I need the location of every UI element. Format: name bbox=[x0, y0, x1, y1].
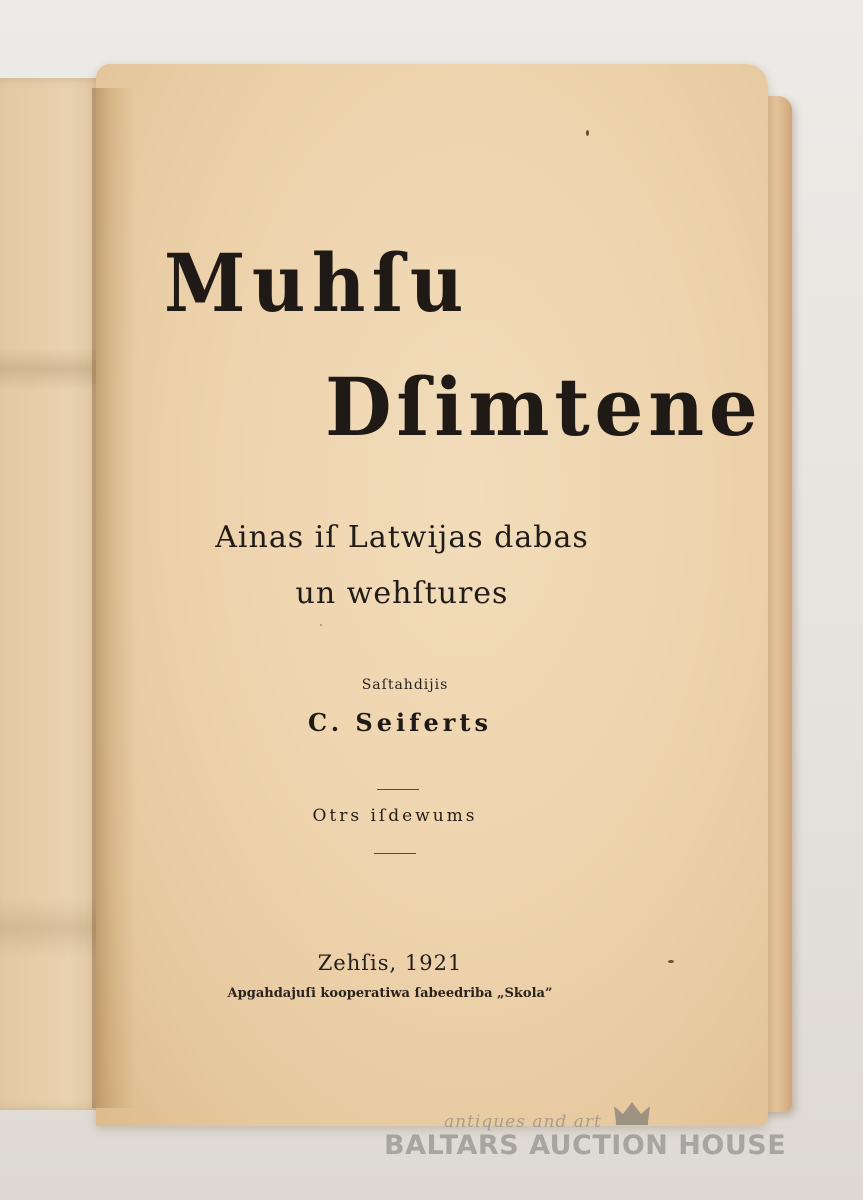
watermark-tagline: antiques and art bbox=[444, 1112, 602, 1132]
book-gutter bbox=[92, 88, 136, 1108]
edition-label: Otrs iſdewums bbox=[312, 806, 478, 826]
paper-speck bbox=[320, 624, 322, 626]
paper-speck bbox=[668, 960, 674, 963]
imprint-publisher: Apgahdajuſi kooperatiwa ſabeedriba „Skola” bbox=[227, 986, 553, 1001]
imprint-place-year: Zehſis, 1921 bbox=[317, 951, 463, 975]
divider-rule bbox=[377, 789, 419, 790]
book-title-line-1: Muhſu bbox=[164, 236, 470, 330]
author-name: C. Seiferts bbox=[308, 708, 492, 737]
book-title-line-2: Dſimtene bbox=[325, 360, 763, 454]
watermark-name: BALTARS AUCTION HOUSE bbox=[384, 1130, 787, 1161]
book-subtitle-line-2: un wehſtures bbox=[295, 576, 509, 611]
compiler-label: Saſtahdijis bbox=[361, 677, 449, 693]
book-subtitle-line-1: Ainas iſ Latwijas dabas bbox=[215, 520, 589, 555]
divider-rule bbox=[374, 853, 416, 854]
crown-icon bbox=[612, 1100, 652, 1126]
paper-speck bbox=[586, 130, 589, 136]
watermark bbox=[384, 1104, 787, 1174]
